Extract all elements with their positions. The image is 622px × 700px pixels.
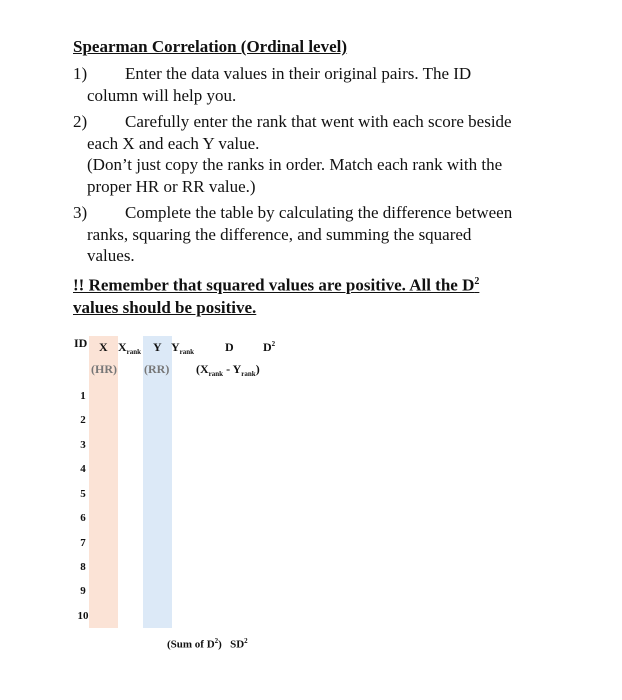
header-x-rank	[118, 340, 141, 356]
subheader-hr: (HR)	[91, 362, 117, 376]
step-number: 2)	[73, 112, 88, 131]
warning-text: !! Remember that squared values are positive. All the D	[73, 275, 475, 295]
step-text: (Don’t just copy the ranks in order. Match each rank with the	[87, 155, 503, 174]
summary-text: (Sum of D	[167, 638, 215, 651]
subheader-rr: (RR)	[144, 362, 170, 376]
row-id: 10	[77, 610, 89, 622]
subheader-text: )	[255, 362, 260, 376]
step-number: 1)	[73, 64, 88, 83]
step-2	[73, 111, 512, 197]
row-id: 1	[80, 390, 86, 402]
step-text: ranks, squaring the difference, and summing the squared	[87, 224, 472, 244]
header-text: X	[118, 340, 127, 354]
row-id: 9	[80, 585, 86, 597]
summary-superscript: 2	[214, 637, 219, 645]
row-id: 2	[80, 414, 86, 426]
row-id: 7	[80, 537, 86, 549]
page-title: Spearman Correlation (Ordinal level)	[73, 37, 348, 56]
step-text: Carefully enter the rank that went with each score beside	[125, 112, 512, 131]
header-subscript: rank	[179, 348, 195, 356]
subheader-difference	[196, 362, 260, 378]
header-text: D	[263, 340, 272, 354]
row-id: 8	[80, 561, 86, 573]
subheader-subscript: rank	[208, 370, 224, 378]
row-id: 3	[80, 439, 86, 451]
subheader-text: (X	[196, 362, 209, 376]
row-id: 6	[80, 512, 86, 524]
header-d-squared	[263, 340, 275, 355]
x-rank-column-shading	[89, 336, 118, 628]
header-y-rank	[171, 340, 194, 356]
warning-text: values should be positive.	[73, 297, 257, 317]
step-text: column will help you.	[87, 85, 237, 105]
row-id: 4	[80, 463, 86, 475]
step-1	[73, 63, 471, 106]
step-3	[73, 202, 512, 267]
subheader-text: - Y	[223, 362, 242, 376]
header-subscript: rank	[126, 348, 142, 356]
sum-of-d-squared	[167, 637, 248, 651]
step-text: Complete the table by calculating the difference between	[125, 203, 513, 222]
step-text: proper HR or RR value.)	[87, 176, 256, 196]
header-superscript: 2	[271, 340, 276, 348]
warning-superscript: 2	[474, 276, 480, 287]
step-number: 3)	[73, 203, 88, 222]
step-text: Enter the data values in their original pairs. The ID	[125, 64, 472, 83]
summary-superscript: 2	[244, 637, 248, 645]
summary-symbol: SD	[230, 638, 245, 651]
summary-text: )	[218, 638, 222, 651]
warning-note	[73, 271, 479, 319]
step-text: each X and each Y value.	[87, 133, 260, 153]
header-d: D	[225, 340, 234, 354]
subheader-subscript: rank	[241, 370, 256, 378]
header-y: Y	[153, 340, 162, 354]
row-id: 5	[80, 488, 86, 500]
header-x: X	[99, 340, 108, 354]
y-rank-column-shading	[143, 336, 172, 628]
header-text: Y	[171, 340, 180, 354]
header-id: ID	[74, 336, 88, 350]
step-text: values.	[87, 246, 135, 265]
